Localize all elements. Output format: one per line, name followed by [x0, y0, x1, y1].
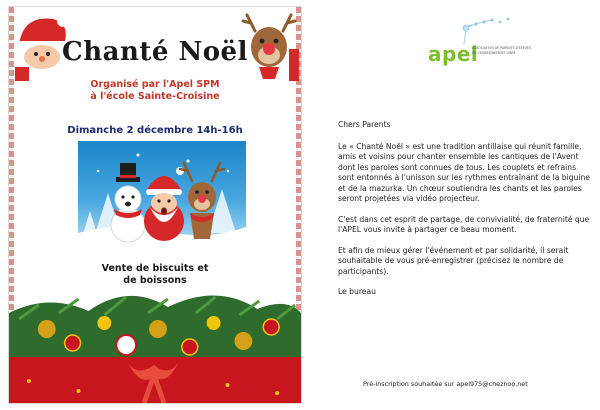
registration-note: Pré-inscription souhaitée sur apel975@cheznoo.net	[363, 380, 528, 388]
letter-greeting: Chers Parents	[338, 120, 391, 129]
letter-signature: Le bureau	[338, 287, 376, 296]
scene-illustration	[78, 141, 246, 251]
flyer-date: Dimanche 2 décembre 14h-16h	[67, 125, 243, 136]
letter-paragraph: C'est dans cet esprit de partage, de convivialité, de fraternité que l'APEL vous invite à partager ce beau moment.	[338, 214, 590, 234]
flyer-sale-line: de boissons	[123, 275, 187, 286]
letter-paragraph: Et afin de mieux gérer l'événement et par solidarité, il serait souhaitable de vous pré-enregistrer (précisez le nombre de participants).	[338, 245, 569, 276]
apel-tagline: ASSOCIATION DE PARENTS D'ÉLÈVES DE L'ENSEIGNEMENT LIBRE	[472, 46, 531, 55]
letter-body	[338, 120, 594, 308]
flyer-organizer: Organisé par l'Apel SPM	[90, 79, 220, 90]
christmas-characters-scene	[78, 141, 246, 251]
flyer-title: Chanté Noël	[62, 37, 248, 67]
flyer-location: à l'école Sainte-Croisine	[90, 91, 220, 102]
christmas-garland-illustration	[9, 253, 301, 403]
letter-paragraph: Le « Chanté Noël » est une tradition antillaise qui réunit famille, amis et voisins pour chanter ensemble les cantiques de l'Avent dont les paroles sont connues de tous. Les couplets et refrains sont entonnés à l'unisson sur les rythmes entraînant de la biguine et de la mazurka. Un chœur soutiendra les chants et les paroles seront projetées via vidéo projecteur.	[338, 141, 590, 203]
apel-wordmark: apel	[428, 42, 479, 66]
chante-noel-flyer	[8, 6, 302, 404]
flyer-subtitle	[9, 79, 301, 103]
apel-logo	[428, 16, 548, 86]
flyer-sale-line: Vente de biscuits et	[101, 263, 209, 274]
